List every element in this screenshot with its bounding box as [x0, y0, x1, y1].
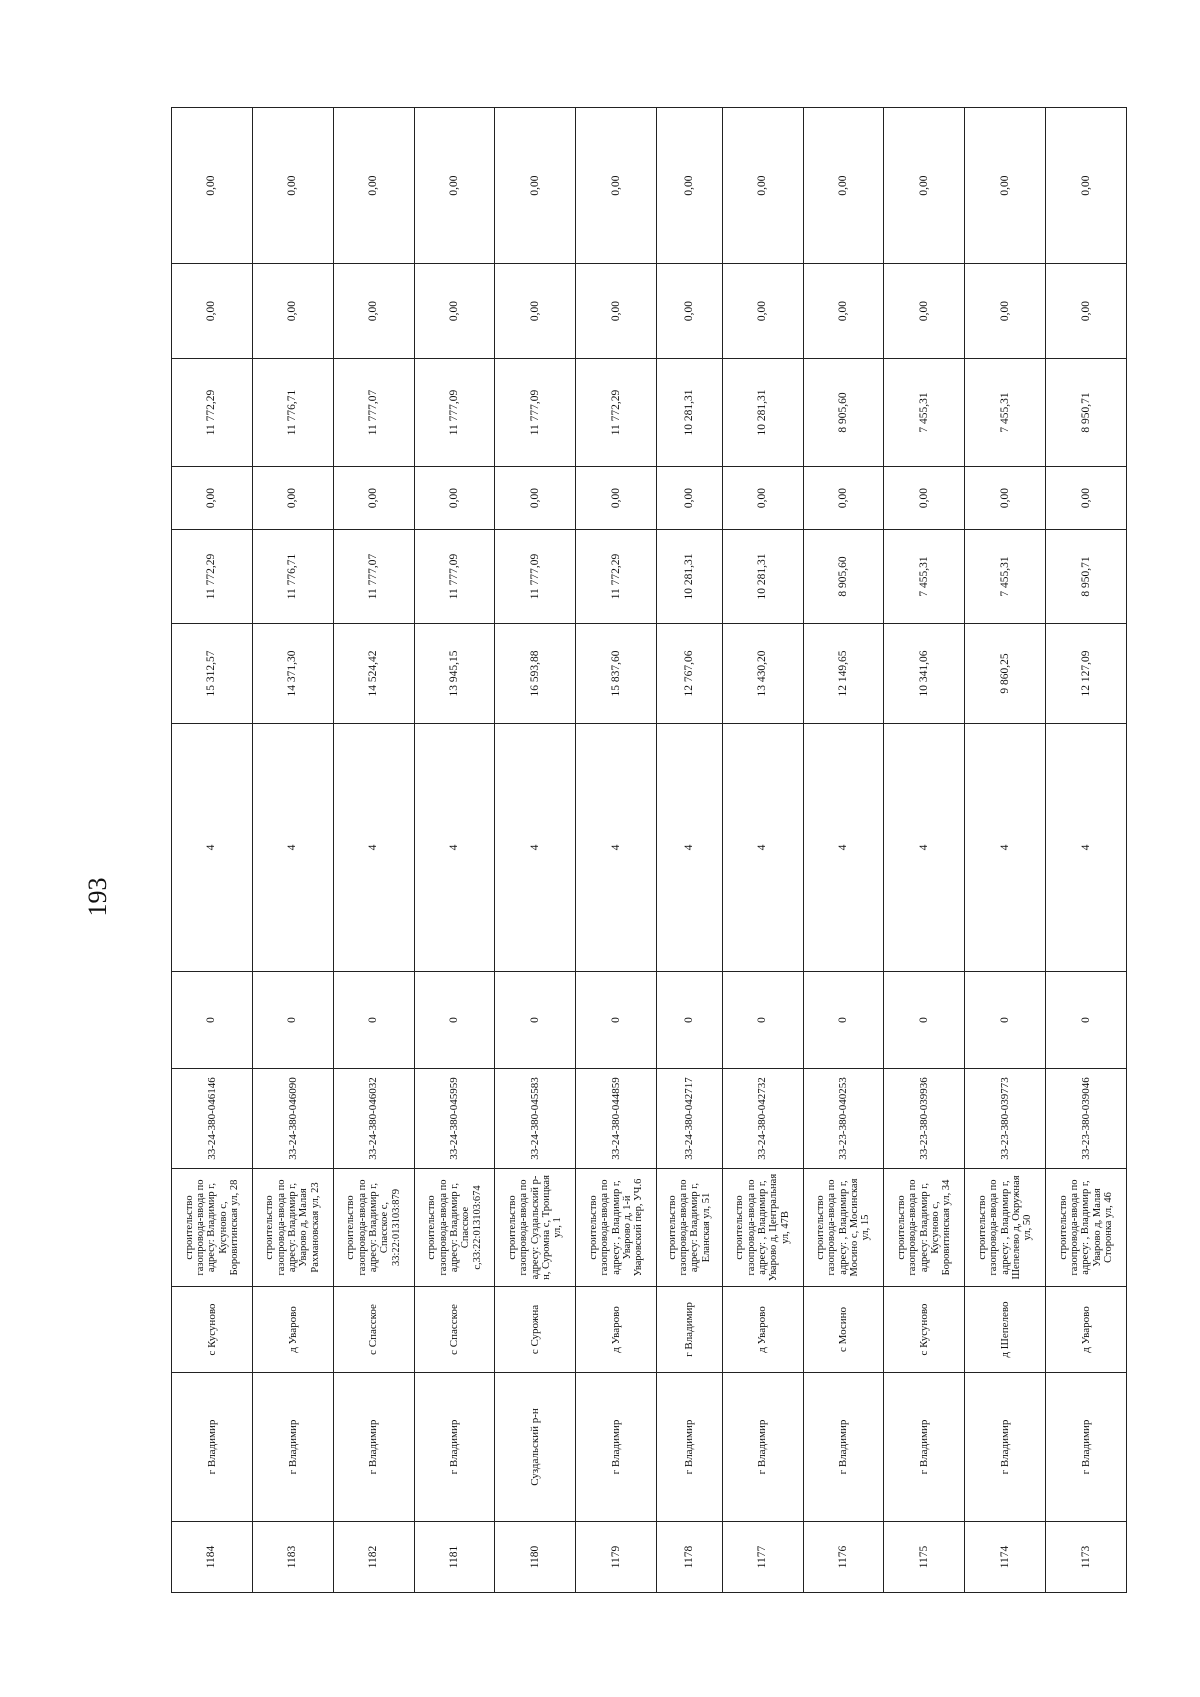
value-cell-5: 0: [252, 972, 333, 1069]
table-row: [657, 108, 723, 1593]
row-number: 1176: [803, 1522, 884, 1593]
row-number: 1183: [252, 1522, 333, 1593]
description-cell: строительство газопровода-ввода по адресу: Владимир г, Кусуново с, Боровитинская ул, 28: [172, 1169, 253, 1287]
value-cell-8: 11 776,71: [252, 530, 333, 624]
value-cell-12: 0,00: [333, 108, 414, 264]
description-cell: строительство газопровода-ввода по адресу: Владимир г, Еланская ул, 51: [657, 1169, 723, 1287]
value-cell-12: 0,00: [965, 108, 1046, 264]
page-number: 193: [83, 877, 112, 917]
value-cell-8: 11 777,09: [414, 530, 495, 624]
value-cell-6: 4: [172, 724, 253, 972]
value-cell-10: 11 776,71: [252, 359, 333, 467]
value-cell-11: 0,00: [722, 264, 803, 359]
description-cell: строительство газопровода-ввода по адресу: Владимир г, Уварово д, Малая Рахмановская ул, 23: [252, 1169, 333, 1287]
cadastre-cell: 33-24-380-042732: [722, 1069, 803, 1169]
value-cell-5: 0: [495, 972, 576, 1069]
cadastre-cell: 33-23-380-040253: [803, 1069, 884, 1169]
table-row: [722, 108, 803, 1593]
locality-cell: с Спасское: [333, 1287, 414, 1373]
value-cell-11: 0,00: [965, 264, 1046, 359]
table-row: [495, 108, 576, 1593]
value-cell-11: 0,00: [657, 264, 723, 359]
description-cell: строительство газопровода-ввода по адресу: Суздальский р-н, Суромна с, Троицкая ул, 1: [495, 1169, 576, 1287]
value-cell-12: 0,00: [657, 108, 723, 264]
cadastre-cell: 33-24-380-045583: [495, 1069, 576, 1169]
city-cell: г Владимир: [172, 1373, 253, 1522]
value-cell-10: 11 772,29: [172, 359, 253, 467]
value-cell-12: 0,00: [722, 108, 803, 264]
value-cell-6: 4: [576, 724, 657, 972]
value-cell-9: 0,00: [172, 467, 253, 530]
table-row: [803, 108, 884, 1593]
value-cell-7: 13 945,15: [414, 624, 495, 724]
value-cell-6: 4: [414, 724, 495, 972]
value-cell-5: 0: [965, 972, 1046, 1069]
cadastre-cell: 33-24-380-044859: [576, 1069, 657, 1169]
description-cell: строительство газопровода-ввода по адресу: , Владимир г, Уварово д, 1-й Уваровский пер, УЧ.6: [576, 1169, 657, 1287]
city-cell: г Владимир: [252, 1373, 333, 1522]
value-cell-11: 0,00: [803, 264, 884, 359]
row-number: 1174: [965, 1522, 1046, 1593]
table-row: [172, 108, 253, 1593]
value-cell-10: 11 772,29: [576, 359, 657, 467]
value-cell-5: 0: [414, 972, 495, 1069]
city-cell: г Владимир: [965, 1373, 1046, 1522]
value-cell-8: 8 950,71: [1046, 530, 1127, 624]
value-cell-5: 0: [576, 972, 657, 1069]
value-cell-7: 12 149,65: [803, 624, 884, 724]
value-cell-11: 0,00: [1046, 264, 1127, 359]
value-cell-12: 0,00: [414, 108, 495, 264]
value-cell-6: 4: [965, 724, 1046, 972]
city-cell: г Владимир: [576, 1373, 657, 1522]
value-cell-12: 0,00: [576, 108, 657, 264]
value-cell-8: 11 777,07: [333, 530, 414, 624]
row-number: 1182: [333, 1522, 414, 1593]
city-cell: г Владимир: [803, 1373, 884, 1522]
value-cell-7: 15 312,57: [172, 624, 253, 724]
city-cell: г Владимир: [333, 1373, 414, 1522]
row-number: 1175: [884, 1522, 965, 1593]
value-cell-8: 11 772,29: [172, 530, 253, 624]
value-cell-9: 0,00: [414, 467, 495, 530]
row-number: 1179: [576, 1522, 657, 1593]
value-cell-7: 10 341,06: [884, 624, 965, 724]
locality-cell: д Уварово: [252, 1287, 333, 1373]
value-cell-6: 4: [657, 724, 723, 972]
value-cell-12: 0,00: [803, 108, 884, 264]
locality-cell: с Мосино: [803, 1287, 884, 1373]
value-cell-9: 0,00: [884, 467, 965, 530]
table-row: [576, 108, 657, 1593]
locality-cell: д Уварово: [1046, 1287, 1127, 1373]
locality-cell: с Сурожна: [495, 1287, 576, 1373]
value-cell-11: 0,00: [495, 264, 576, 359]
table-row: [965, 108, 1046, 1593]
city-cell: Суздальский р-н: [495, 1373, 576, 1522]
value-cell-8: 7 455,31: [884, 530, 965, 624]
value-cell-10: 11 777,09: [495, 359, 576, 467]
description-cell: строительство газопровода-ввода по адресу: Владимир г, Кусуново с, Боровитинская ул, 34: [884, 1169, 965, 1287]
locality-cell: г Владимир: [657, 1287, 723, 1373]
value-cell-8: 10 281,31: [722, 530, 803, 624]
table-row: [414, 108, 495, 1593]
table-row: [252, 108, 333, 1593]
value-cell-7: 12 127,09: [1046, 624, 1127, 724]
value-cell-12: 0,00: [172, 108, 253, 264]
cadastre-cell: 33-24-380-046090: [252, 1069, 333, 1169]
value-cell-9: 0,00: [333, 467, 414, 530]
value-cell-9: 0,00: [657, 467, 723, 530]
value-cell-10: 7 455,31: [884, 359, 965, 467]
description-cell: строительство газопровода-ввода по адресу: Владимир г, Спасское с,33:22:013103:674: [414, 1169, 495, 1287]
value-cell-6: 4: [1046, 724, 1127, 972]
table-container: [171, 108, 1127, 1593]
locality-cell: д Шепелево: [965, 1287, 1046, 1373]
value-cell-7: 9 860,25: [965, 624, 1046, 724]
locality-cell: д Уварово: [722, 1287, 803, 1373]
description-cell: строительство газопровода-ввода по адресу: , Владимир г, Шепелево д, Окружная ул, 50: [965, 1169, 1046, 1287]
value-cell-7: 15 837,60: [576, 624, 657, 724]
value-cell-12: 0,00: [884, 108, 965, 264]
value-cell-9: 0,00: [576, 467, 657, 530]
cadastre-cell: 33-23-380-039046: [1046, 1069, 1127, 1169]
value-cell-10: 11 777,09: [414, 359, 495, 467]
value-cell-8: 11 772,29: [576, 530, 657, 624]
value-cell-11: 0,00: [884, 264, 965, 359]
table-row: [333, 108, 414, 1593]
value-cell-10: 8 905,60: [803, 359, 884, 467]
description-cell: строительство газопровода-ввода по адресу: , Владимир г, Мосино с, Мосинская ул, 15: [803, 1169, 884, 1287]
value-cell-9: 0,00: [252, 467, 333, 530]
value-cell-12: 0,00: [495, 108, 576, 264]
row-number: 1177: [722, 1522, 803, 1593]
value-cell-10: 7 455,31: [965, 359, 1046, 467]
value-cell-12: 0,00: [252, 108, 333, 264]
cadastre-cell: 33-23-380-039936: [884, 1069, 965, 1169]
value-cell-6: 4: [333, 724, 414, 972]
description-cell: строительство газопровода-ввода по адресу: , Владимир г, Уварово д, Малая Сторонка ул, 46: [1046, 1169, 1127, 1287]
locality-cell: д Уварово: [576, 1287, 657, 1373]
value-cell-8: 10 281,31: [657, 530, 723, 624]
value-cell-7: 12 767,06: [657, 624, 723, 724]
value-cell-10: 10 281,31: [657, 359, 723, 467]
value-cell-8: 11 777,09: [495, 530, 576, 624]
cadastre-cell: 33-23-380-039773: [965, 1069, 1046, 1169]
value-cell-9: 0,00: [965, 467, 1046, 530]
city-cell: г Владимир: [884, 1373, 965, 1522]
value-cell-10: 11 777,07: [333, 359, 414, 467]
value-cell-5: 0: [884, 972, 965, 1069]
value-cell-11: 0,00: [414, 264, 495, 359]
value-cell-7: 14 524,42: [333, 624, 414, 724]
table-row: [1046, 108, 1127, 1593]
value-cell-7: 13 430,20: [722, 624, 803, 724]
row-number: 1184: [172, 1522, 253, 1593]
row-number: 1181: [414, 1522, 495, 1593]
table-row: [884, 108, 965, 1593]
row-number: 1173: [1046, 1522, 1127, 1593]
value-cell-10: 10 281,31: [722, 359, 803, 467]
value-cell-10: 8 950,71: [1046, 359, 1127, 467]
value-cell-7: 14 371,30: [252, 624, 333, 724]
locality-cell: с Кусуново: [172, 1287, 253, 1373]
value-cell-5: 0: [1046, 972, 1127, 1069]
value-cell-5: 0: [803, 972, 884, 1069]
city-cell: г Владимир: [1046, 1373, 1127, 1522]
value-cell-5: 0: [333, 972, 414, 1069]
data-table: [171, 107, 1127, 1593]
value-cell-9: 0,00: [722, 467, 803, 530]
value-cell-11: 0,00: [172, 264, 253, 359]
city-cell: г Владимир: [414, 1373, 495, 1522]
value-cell-7: 16 593,88: [495, 624, 576, 724]
cadastre-cell: 33-24-380-046032: [333, 1069, 414, 1169]
value-cell-9: 0,00: [495, 467, 576, 530]
value-cell-9: 0,00: [803, 467, 884, 530]
value-cell-11: 0,00: [576, 264, 657, 359]
row-number: 1180: [495, 1522, 576, 1593]
value-cell-6: 4: [803, 724, 884, 972]
row-number: 1178: [657, 1522, 723, 1593]
locality-cell: с Кусуново: [884, 1287, 965, 1373]
city-cell: г Владимир: [657, 1373, 723, 1522]
value-cell-6: 4: [252, 724, 333, 972]
value-cell-5: 0: [172, 972, 253, 1069]
value-cell-5: 0: [657, 972, 723, 1069]
value-cell-9: 0,00: [1046, 467, 1127, 530]
description-cell: строительство газопровода-ввода по адресу: , Владимир г, Уварово д, Центральная ул, 47В: [722, 1169, 803, 1287]
value-cell-6: 4: [722, 724, 803, 972]
cadastre-cell: 33-24-380-046146: [172, 1069, 253, 1169]
value-cell-12: 0,00: [1046, 108, 1127, 264]
value-cell-11: 0,00: [252, 264, 333, 359]
value-cell-6: 4: [884, 724, 965, 972]
value-cell-8: 8 905,60: [803, 530, 884, 624]
cadastre-cell: 33-24-380-042717: [657, 1069, 723, 1169]
value-cell-11: 0,00: [333, 264, 414, 359]
value-cell-6: 4: [495, 724, 576, 972]
description-cell: строительство газопровода-ввода по адресу: Владимир г, Спасское с, 33:22:013103:879: [333, 1169, 414, 1287]
cadastre-cell: 33-24-380-045959: [414, 1069, 495, 1169]
value-cell-5: 0: [722, 972, 803, 1069]
city-cell: г Владимир: [722, 1373, 803, 1522]
value-cell-8: 7 455,31: [965, 530, 1046, 624]
locality-cell: с Спасское: [414, 1287, 495, 1373]
